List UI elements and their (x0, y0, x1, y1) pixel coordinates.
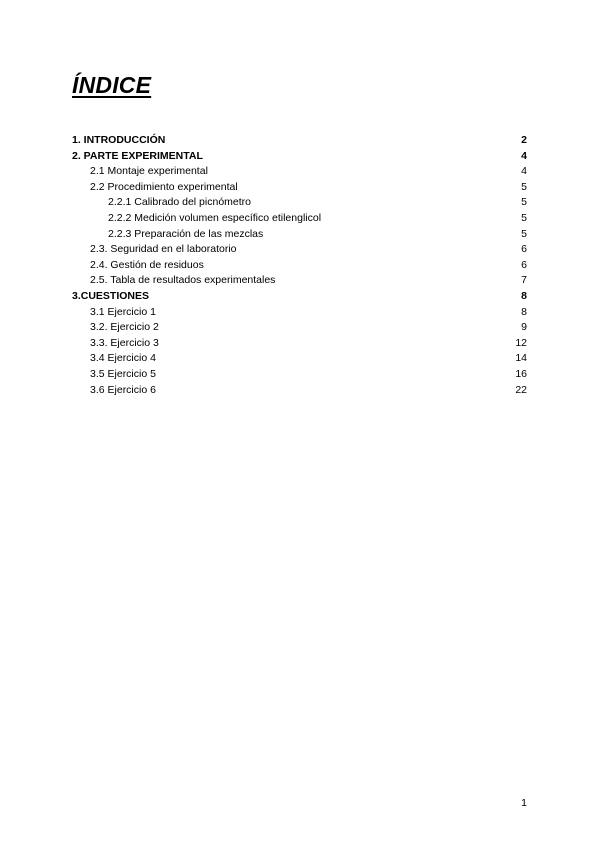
toc-entry-page-number: 14 (515, 352, 527, 365)
toc-entry[interactable] (72, 211, 527, 227)
toc-entry[interactable] (72, 149, 527, 165)
toc-entry-label: 2. PARTE EXPERIMENTAL (72, 149, 203, 162)
toc-entry[interactable] (72, 351, 527, 367)
toc-entry-label: 2.2.1 Calibrado del picnómetro (108, 196, 252, 209)
toc-entry[interactable] (72, 320, 527, 336)
toc-entry[interactable] (72, 195, 527, 211)
toc-entry-label: 2.2.3 Preparación de las mezclas (108, 227, 264, 240)
toc-entry[interactable] (72, 164, 527, 180)
toc-entry[interactable] (72, 383, 527, 399)
toc-entry-label: 3.6 Ejercicio 6 (90, 383, 156, 396)
toc-entry-page-number: 12 (515, 336, 527, 349)
toc-entry[interactable] (72, 180, 527, 196)
toc-entry[interactable] (72, 133, 527, 149)
toc-entry-label: 2.2 Procedimiento experimental (90, 180, 238, 193)
toc-entry-page-number: 9 (521, 321, 527, 334)
toc-entry[interactable] (72, 305, 527, 321)
toc-entry[interactable] (72, 336, 527, 352)
toc-entry-page-number: 4 (521, 165, 527, 178)
toc-entry-page-number: 7 (521, 274, 527, 287)
page-title: ÍNDICE (72, 72, 152, 98)
toc-entry-page-number: 5 (521, 211, 527, 224)
toc-entry-page-number: 22 (515, 383, 527, 396)
toc-entry-label: 3.5 Ejercicio 5 (90, 367, 156, 380)
toc-entry[interactable] (72, 258, 527, 274)
table-of-contents (72, 133, 527, 398)
toc-entry-page-number: 6 (521, 258, 527, 271)
toc-entry[interactable] (72, 273, 527, 289)
toc-entry-page-number: 8 (521, 305, 527, 318)
toc-entry[interactable] (72, 242, 527, 258)
toc-entry-label: 2.1 Montaje experimental (90, 165, 208, 178)
toc-entry-label: 2.4. Gestión de residuos (90, 258, 204, 271)
toc-entry-label: 1. INTRODUCCIÓN (72, 134, 166, 146)
toc-entry-page-number: 16 (515, 367, 527, 380)
toc-entry[interactable] (72, 367, 527, 383)
toc-entry-page-number: 5 (521, 180, 527, 193)
toc-entry-label: 2.5. Tabla de resultados experimentales (90, 274, 276, 287)
toc-entry-label: 2.3. Seguridad en el laboratorio (90, 243, 237, 256)
page-number: 1 (521, 797, 527, 809)
toc-entry-label: 3.1 Ejercicio 1 (90, 305, 156, 318)
toc-entry-page-number: 6 (521, 243, 527, 256)
toc-entry-page-number: 4 (521, 149, 527, 162)
toc-entry-label: 3.4 Ejercicio 4 (90, 352, 156, 365)
toc-entry-label: 3.2. Ejercicio 2 (90, 321, 159, 334)
toc-entry[interactable] (72, 227, 527, 243)
toc-entry-page-number: 2 (521, 134, 527, 146)
toc-entry-label: 3.CUESTIONES (72, 289, 150, 302)
toc-entry-page-number: 8 (521, 289, 527, 302)
toc-entry-label: 2.2.2 Medición volumen específico etilenglicol (108, 211, 322, 224)
toc-entry-label: 3.3. Ejercicio 3 (90, 336, 159, 349)
toc-entry-page-number: 5 (521, 227, 527, 240)
toc-entry-page-number: 5 (521, 196, 527, 209)
toc-entry[interactable] (72, 289, 527, 305)
